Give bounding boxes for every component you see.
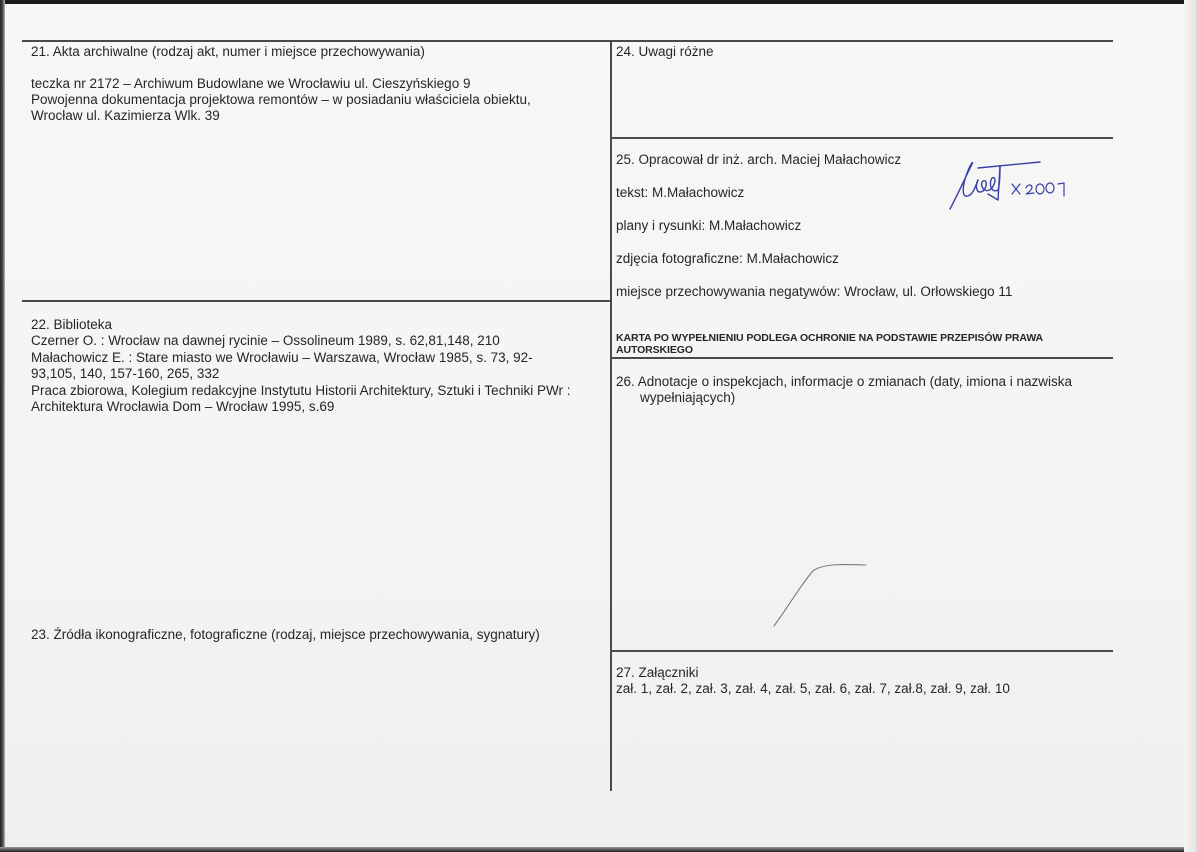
section-25-plans-author: plany i rysunki: M.Małachowicz — [616, 218, 802, 233]
top-rule — [22, 40, 1113, 42]
section-25-photos-author: zdjęcia fotograficzne: M.Małachowicz — [616, 251, 839, 266]
section-22-heading: 22. Biblioteka — [31, 317, 113, 332]
section-25-negatives-location: miejsce przechowywania negatywów: Wrocław, ul. Orłowskiego 11 — [616, 284, 1013, 299]
section-21-line-2: Powojenna dokumentacja projektowa remontów – w posiadaniu właściciela obiektu, — [31, 92, 531, 107]
section-22-line-4: Praca zbiorowa, Kolegium redakcyjne Instytutu Historii Architektury, Sztuki i Techniki PWr : — [31, 383, 571, 398]
copyright-notice-line-2: AUTORSKIEGO — [616, 344, 693, 356]
section-26-heading-line-1: 26. Adnotacje o inspekcjach, informacje o zmianach (daty, imiona i nazwiska — [616, 374, 1072, 389]
section-22-line-5: Architektura Wrocławia Dom – Wrocław 1995, s.69 — [31, 399, 335, 414]
section-25-text-author: tekst: M.Małachowicz — [616, 185, 745, 200]
rule-right-24-25 — [611, 137, 1113, 139]
section-22-line-1: Czerner O. : Wrocław na dawnej rycinie – Ossolineum 1989, s. 62,81,148, 210 — [31, 333, 500, 348]
section-21-line-3: Wrocław ul. Kazimierza Wlk. 39 — [31, 108, 220, 123]
section-27-attachment-list: zał. 1, zał. 2, zał. 3, zał. 4, zał. 5, zał. 6, zał. 7, zał.8, zał. 9, zał. 10 — [616, 681, 1010, 696]
scan-border-right — [1184, 0, 1198, 852]
rule-right-notice-26 — [611, 357, 1113, 359]
rule-left-21-22 — [22, 300, 611, 302]
scan-border-top — [0, 0, 1198, 4]
section-21-line-1: teczka nr 2172 – Archiwum Budowlane we Wrocławiu ul. Cieszyńskiego 9 — [31, 76, 471, 91]
section-22-line-2: Małachowicz E. : Stare miasto we Wrocławiu – Warszawa, Wrocław 1985, s. 73, 92- — [31, 350, 533, 365]
section-22-line-3: 93,105, 140, 157-160, 265, 332 — [31, 366, 220, 381]
pencil-stroke-mark-icon — [770, 560, 870, 630]
scan-border-bottom — [0, 847, 1198, 852]
section-21-heading: 21. Akta archiwalne (rodzaj akt, numer i miejsce przechowywania) — [31, 44, 425, 59]
section-27-heading: 27. Załączniki — [616, 665, 699, 680]
column-divider — [610, 40, 612, 791]
copyright-notice-line-1: KARTA PO WYPEŁNIENIU PODLEGA OCHRONIE NA PODSTAWIE PRZEPISÓW PRAWA — [616, 332, 1044, 344]
section-25-heading: 25. Opracował dr inż. arch. Maciej Małachowicz — [616, 152, 902, 167]
section-23-heading: 23. Źródła ikonograficzne, fotograficzne (rodzaj, miejsce przechowywania, sygnatury) — [31, 627, 540, 642]
section-26-heading-line-2: wypełniających) — [640, 390, 736, 405]
rule-right-26-27 — [611, 650, 1113, 652]
section-24-heading: 24. Uwagi różne — [616, 44, 714, 59]
scan-border-left — [0, 0, 5, 852]
handwritten-signature-icon — [944, 154, 1094, 214]
